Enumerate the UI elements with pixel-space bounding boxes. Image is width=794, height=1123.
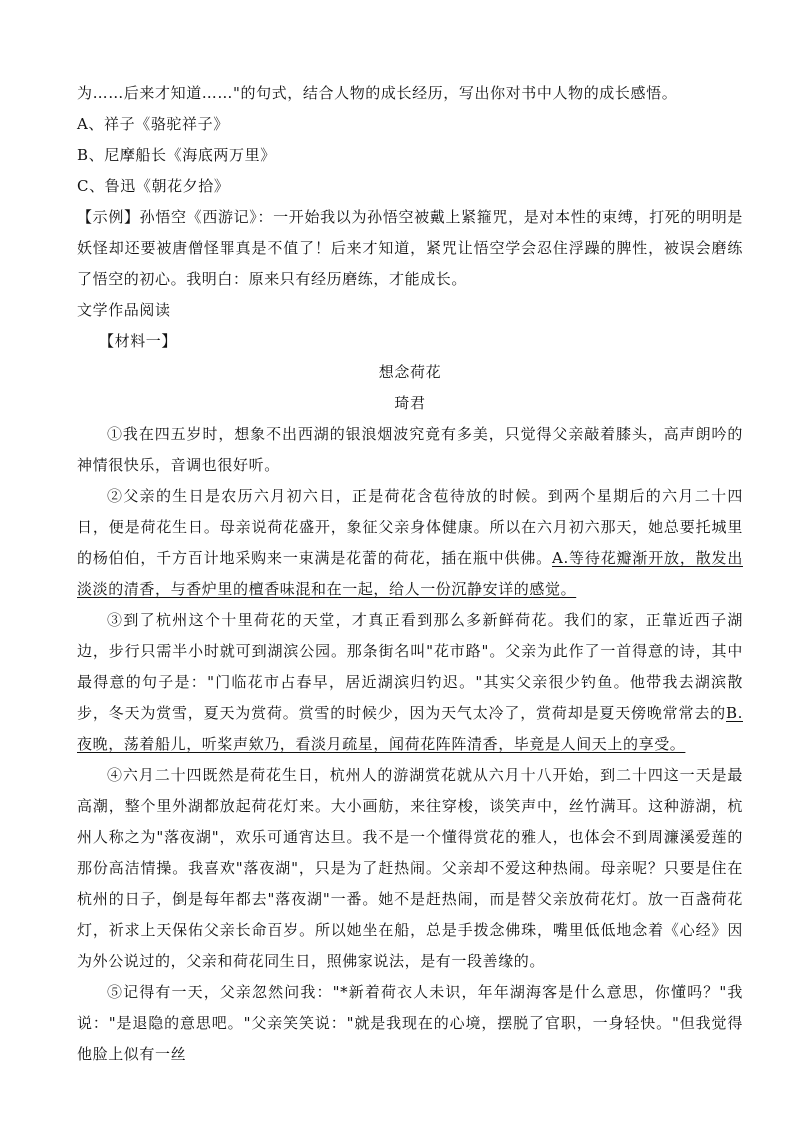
example-answer: 【示例】孙悟空《西游记》：一开始我以为孙悟空被戴上紧箍咒，是对本性的束缚，打死的明明是妖怪却还要被唐僧怪罪真是不值了！后来才知道，紧咒让悟空学会忍住浮躁的脾性，被误会磨练了悟空的初心。我明白：原来只有经历磨练，才能成长。: [77, 208, 743, 288]
option-a: A、祥子《骆驼祥子》: [77, 115, 229, 133]
question-prompt: 为……后来才知道……"的句式，结合人物的成长经历，写出你对书中人物的成长感悟。: [77, 84, 678, 102]
underlined-sentence-b: B.夜晚，荡着船儿，听桨声欸乃，看淡月疏星，闻荷花阵阵清香，毕竟是人间天上的享受。: [77, 704, 743, 753]
paragraph-2-text: ②父亲的生日是农历六月初六日，正是荷花含苞待放的时候。到两个星期后的六月二十四日，便是荷花生日。母亲说荷花盛开，象征父亲身体健康。所以在六月初六那天，她总要托城里的杨伯伯，千方百计地采购来一束满是花蕾的荷花，插在瓶中供佛。: [77, 487, 743, 567]
option-c: C、鲁迅《朝花夕拾》: [77, 177, 230, 195]
paragraph-3: [77, 605, 743, 760]
paragraph-2: [77, 481, 743, 605]
article-author: 琦君: [394, 394, 426, 412]
paragraph-5: ⑤记得有一天，父亲忽然问我："*新着荷衣人未识，年年湖海客是什么意思，你懂吗？"我说："是退隐的意思吧。"父亲笑笑说："就是我现在的心境，摆脱了官职，一身轻快。"但我觉得他脸上似有一丝: [77, 983, 743, 1063]
paragraph-3-text: ③到了杭州这个十里荷花的天堂，才真正看到那么多新鲜荷花。我们的家，正靠近西子湖边，步行只需半小时就可到湖滨公园。那条街名叫"花市路"。父亲为此作了一首得意的诗，其中最得意的句子是："门临花市占春早，居近湖滨归钓迟。"其实父亲很少钓鱼。他带我去湖滨散步，冬天为赏雪，夏天为赏荷。赏雪的时候少，因为天气太冷了，赏荷却是夏天傍晚常常去的: [77, 611, 743, 722]
material-label: 【材料一】: [99, 332, 178, 350]
option-b: B、尼摩船长《海底两万里》: [77, 146, 276, 164]
section-label: 文学作品阅读: [77, 301, 171, 319]
underlined-sentence-a: A.等待花瓣渐开放，散发出淡淡的清香，与香炉里的檀香味混和在一起，给人一份沉静安详的感觉。: [77, 549, 743, 598]
paragraph-4: ④六月二十四既然是荷花生日，杭州人的游湖赏花就从六月十八开始，到二十四这一天是最高潮，整个里外湖都放起荷花灯来。大小画舫，来往穿梭，谈笑声中，丝竹满耳。这种游湖，杭州人称之为"落夜湖"，欢乐可通宵达旦。我不是一个懂得赏花的雅人，也体会不到周濂溪爱莲的那份高洁情操。我喜欢"落夜湖"，只是为了赶热闹。父亲却不爱这种热闹。母亲呢？只要是住在杭州的日子，倒是每年都去"落夜湖"一番。她不是赶热闹，而是替父亲放荷花灯。放一百盏荷花灯，祈求上天保佑父亲长命百岁。所以她坐在船，总是手拨念佛珠，嘴里低低地念着《心经》因为外公说过的，父亲和荷花同生日，照佛家说法，是有一段善缘的。: [77, 766, 743, 970]
article-title: 想念荷花: [378, 363, 442, 381]
document-body: [77, 78, 743, 1070]
paragraph-1: ①我在四五岁时，想象不出西湖的银浪烟波究竟有多美，只觉得父亲敲着膝头，高声朗吟的神情很快乐，音调也很好听。: [77, 425, 743, 474]
